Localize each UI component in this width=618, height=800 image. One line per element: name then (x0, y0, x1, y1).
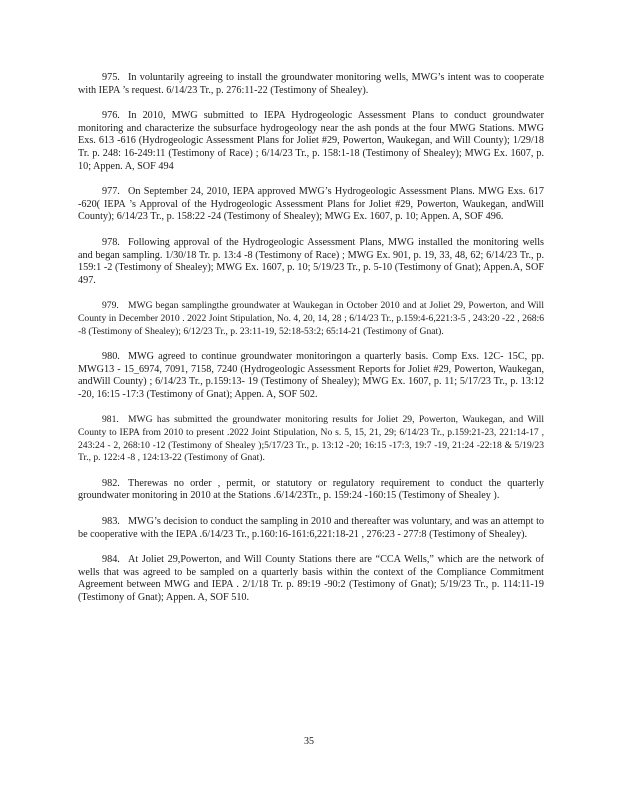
paragraph-980 (78, 351, 544, 401)
paragraph-number: 977. (102, 186, 120, 198)
paragraph-984 (78, 554, 544, 604)
paragraph-text: In voluntarily agreeing to install the groundwater monitoring wells, MWG’s intent was to cooperate with IEPA ’s request. 6/14/23 Tr., p. 276:11-22 (Testimony of Shealey). (78, 72, 544, 96)
paragraph-text: MWG began samplingthe groundwater at Waukegan in October 2010 and at Joliet 29, Powerton, and Will County in December 2010 . 2022 Joint Stipulation, No. 4, 20, 14, 28 ; 6/14/23 Tr., p.159:4-6,221:3-5 , 243:20 -22 , 268:6 -8 (Testimony of Shealey); 6/12/23 Tr., p. 23:11-19, 52:18-53:2; 65:14-21 (Testimony of Gnat). (78, 300, 544, 337)
paragraph-975 (78, 72, 544, 97)
paragraph-979 (78, 300, 544, 338)
paragraph-981 (78, 414, 544, 464)
paragraph-number: 978. (102, 236, 120, 248)
paragraph-list (78, 72, 544, 618)
paragraph-number: 981. (102, 414, 119, 426)
paragraph-text: In 2010, MWG submitted to IEPA Hydrogeologic Assessment Plans to conduct groundwater monitoring and characterize the subsurface hydrogeology near the ash ponds at the four MWG Stations. MWG Exs. 613 -616 (Hydrogeologic Assessment Plans for Joliet #29, Powerton, Waukegan, and Will County); 1/29/18 Tr. p. 248: 16-249:11 (Testimony of Race) ; 6/14/23 Tr., p. 158:1-18 (Testimony of Shealey); MWG Ex. 1607, p. 10; Appen. A, SOF 494 (78, 110, 544, 172)
paragraph-number: 976. (102, 110, 120, 122)
paragraph-982 (78, 478, 544, 503)
paragraph-text: MWG has submitted the groundwater monitoring results for Joliet 29, Powerton, Waukegan, and Will County to IEPA from 2010 to present .2022 Joint Stipulation, No s. 5, 15, 21, 29; 6/14/23 Tr., p.159:21-23, 221:14-17 , 243:24 - 2, 268:10 -12 (Testimony of Shealey );5/17/23 Tr., p. 13:12 -20; 16:15 -17:3, 19:7 -19, 21:24 -22:18 & 5/19/23 Tr., p. 122:4 -8 , 124:13-22 (Testimony of Gnat). (78, 414, 544, 464)
paragraph-978 (78, 237, 544, 287)
paragraph-number: 975. (102, 72, 120, 83)
paragraph-text: MWG’s decision to conduct the sampling in 2010 and thereafter was voluntary, and was an attempt to be cooperative with the IEPA .6/14/23 Tr., p.160:16-161:6,221:18-21 , 276:23 - 277:8 (Testimony of Shealey). (78, 516, 544, 540)
paragraph-text: Following approval of the Hydrogeologic Assessment Plans, MWG installed the monitoring wells and began sampling. 1/30/18 Tr. p. 13:4 -8 (Testimony of Race) ; MWG Ex. 901, p. 19, 33, 48, 62; 6/14/23 Tr., p. 159:1 -2 (Testimony of Shealey); MWG Ex. 1607, p. 10; 5/19/23 Tr., p. 5-10 (Testimony of Gnat); Appen.A, SOF 497. (78, 236, 544, 286)
paragraph-text: On September 24, 2010, IEPA approved MWG’s Hydrogeologic Assessment Plans. MWG Exs. 617 -620( IEPA ’s Approval of the Hydrogeologic Assessment Plans for Joliet #29, Powerton, Waukegan, andWill County); 6/14/23 Tr., p. 158:22 -24 (Testimony of Shealey); MWG Ex. 1607, p. 10; Appen. A, SOF 496. (78, 186, 544, 223)
paragraph-text: At Joliet 29,Powerton, and Will County Stations there are “CCA Wells,” which are the network of wells that was agreed to be sampled on a quarterly basis within the context of the Compliance Commitment Agreement between MWG and IEPA . 2/1/18 Tr. p. 89:19 -90:2 (Testimony of Gnat); 5/19/23 Tr., p. 114:11-19 (Testimony of Gnat); Appen. A, SOF 510. (78, 554, 544, 603)
paragraph-text: Therewas no order , permit, or statutory or regulatory requirement to conduct the quarterly groundwater monitoring in 2010 at the Stations .6/14/23Tr., p. 159:24 -160:15 (Testimony of Shealey ). (78, 477, 544, 502)
paragraph-983 (78, 516, 544, 541)
paragraph-976 (78, 110, 544, 173)
paragraph-text: MWG agreed to continue groundwater monitoringon a quarterly basis. Comp Exs. 12C- 15C, pp. MWG13 - 15_6974, 7091, 7158, 7240 (Hydrogeologic Assessment Reports for Joliet #29, Powerton, Waukegan, andWill County) ; 6/14/23 Tr., p.159:13- 19 (Testimony of Shealey); MWG Ex. 1607, p. 11; 5/17/23 Tr., p. 13:12 -20, 16:15 -17:3 (Testimony of Gnat); Appen. A, SOF 502. (78, 351, 544, 400)
paragraph-number: 983. (102, 516, 120, 528)
paragraph-number: 982. (102, 477, 120, 489)
page-number: 35 (304, 736, 314, 747)
paragraph-977 (78, 186, 544, 224)
paragraph-number: 979. (102, 300, 119, 312)
paragraph-number: 984. (102, 554, 120, 566)
paragraph-number: 980. (102, 351, 120, 363)
